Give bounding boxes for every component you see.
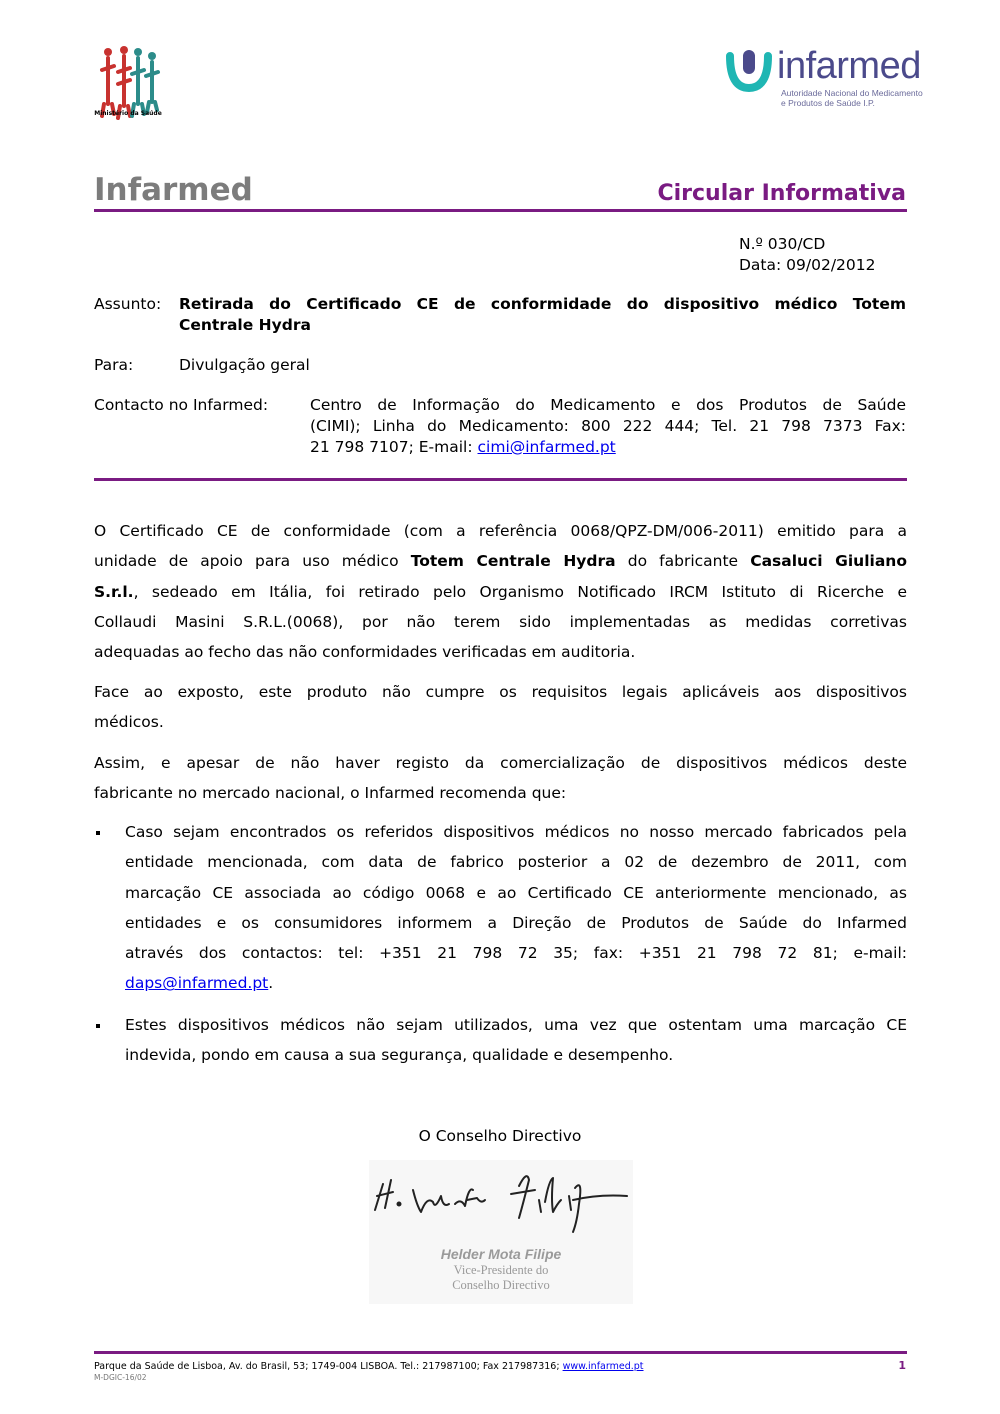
recipients-label: Para: (94, 356, 134, 374)
section-divider (94, 478, 907, 481)
p1-line-1: O Certificado CE de conformidade (com a referência 0068/QPZ-DM/006-2011) emitido para a (94, 522, 907, 540)
document-date: Data: 09/02/2012 (739, 256, 876, 274)
subject-line-2: Centrale Hydra (179, 316, 311, 334)
contact-email-link[interactable]: cimi@infarmed.pt (477, 438, 616, 456)
manufacturer-name: Casaluci Giuliano (750, 552, 907, 571)
contact-text (310, 395, 906, 458)
p1-line-5: adequadas ao fecho das não conformidades verificadas em auditoria. (94, 643, 636, 662)
p2-line-2: médicos. (94, 713, 164, 732)
b1-line-1: Caso sejam encontrados os referidos dispositivos médicos no nosso mercado fabricados pela (125, 823, 907, 841)
contact-line-2: (CIMI); Linha do Medicamento: 800 222 444; Tel. 21 798 7373 Fax: (310, 417, 906, 435)
p1-text: unidade de apoio para uso médico (94, 552, 411, 571)
p3-line-1: Assim, e apesar de não haver registo da comercialização de dispositivos médicos deste (94, 754, 907, 772)
ministry-caption: Ministério da Saúde (94, 110, 162, 117)
website-link[interactable]: www.infarmed.pt (562, 1361, 644, 1372)
recipients-text: Divulgação geral (179, 356, 310, 374)
paragraph-1 (94, 516, 907, 667)
daps-email-link[interactable]: daps@infarmed.pt (125, 974, 269, 993)
infarmed-tagline (781, 88, 923, 108)
sign-off: O Conselho Directivo (418, 1127, 582, 1145)
b1-line-6 (125, 968, 907, 998)
stamp-role-line-1: Vice-Presidente do (453, 1263, 549, 1277)
tagline-line-2: e Produtos de Saúde I.P. (781, 98, 875, 108)
p2-line-1: Face ao exposto, este produto não cumpre os requisitos legais aplicáveis aos dispositivos (94, 683, 907, 701)
infarmed-logo-icon (724, 46, 774, 94)
p1-text: do fabricante (615, 552, 751, 571)
device-name: Totem Centrale Hydra (410, 552, 616, 571)
paragraph-3 (94, 748, 907, 809)
subject-label: Assunto: (94, 295, 162, 313)
contact-line-3: 21 798 7107; E-mail: (310, 438, 478, 456)
tagline-line-1: Autoridade Nacional do Medicamento (781, 88, 923, 98)
document-number: N.º 030/CD (739, 235, 826, 253)
b1-line-5: através dos contactos: tel: +351 21 798 72 35; fax: +351 21 798 72 81; e-mail: (125, 944, 907, 963)
page-number: 1 (898, 1359, 906, 1372)
p1-line-2 (94, 546, 907, 576)
header-divider (94, 209, 907, 212)
footer-address (94, 1361, 644, 1373)
b1-end: . (268, 974, 274, 993)
p1-line-3 (94, 577, 907, 607)
infarmed-wordmark: infarmed (777, 45, 921, 87)
p1-line-4: Collaudi Masini S.R.L.(0068), por não terem sido implementadas as medidas corretivas (94, 612, 907, 631)
manufacturer-suffix: S.r.l. (94, 582, 134, 601)
stamp-role-line-2: Conselho Directivo (452, 1278, 550, 1292)
p1-text: , sedeado em Itália, foi retirado pelo Organismo Notificado IRCM Istituto di Ricerche e (133, 582, 907, 601)
b2-line-2: indevida, pondo em causa a sua segurança, qualidade e desempenho. (125, 1046, 674, 1065)
bullet-icon (96, 831, 100, 835)
contact-line-1: Centro de Informação do Medicamento e dos Produtos de Saúde (310, 396, 906, 414)
contact-label: Contacto no Infarmed: (94, 396, 269, 414)
form-code: M-DGIC-16/02 (94, 1373, 147, 1382)
brand-title: Infarmed (94, 172, 253, 208)
bullet-icon (96, 1024, 100, 1028)
signature-stamp (369, 1245, 633, 1293)
b1-line-3: marcação CE associada ao código 0068 e ao Certificado CE anteriormente mencionado, as (125, 883, 907, 902)
b2-line-1: Estes dispositivos médicos não sejam utilizados, uma vez que ostentam uma marcação CE (125, 1016, 907, 1034)
footer-address-text: Parque da Saúde de Lisboa, Av. do Brasil, 53; 1749-004 LISBOA. Tel.: 217987100; Fax 217987316; (94, 1361, 563, 1372)
recommendation-1 (125, 817, 907, 999)
footer-divider (94, 1351, 907, 1354)
b1-line-2: entidade mencionada, com data de fabrico posterior a 02 de dezembro de 2011, com (125, 853, 907, 872)
b1-line-4: entidades e os consumidores informem a Direção de Produtos de Saúde do Infarmed (125, 913, 907, 932)
subject-text (179, 294, 906, 336)
p3-line-2: fabricante no mercado nacional, o Infarmed recomenda que: (94, 784, 567, 803)
handwritten-signature (369, 1160, 633, 1250)
stamp-name: Helder Mota Filipe (440, 1246, 562, 1262)
paragraph-2 (94, 677, 907, 738)
recommendation-2 (125, 1010, 907, 1071)
document-type: Circular Informativa (657, 181, 906, 206)
subject-line-1: Retirada do Certificado CE de conformidade do dispositivo médico Totem (179, 295, 906, 313)
